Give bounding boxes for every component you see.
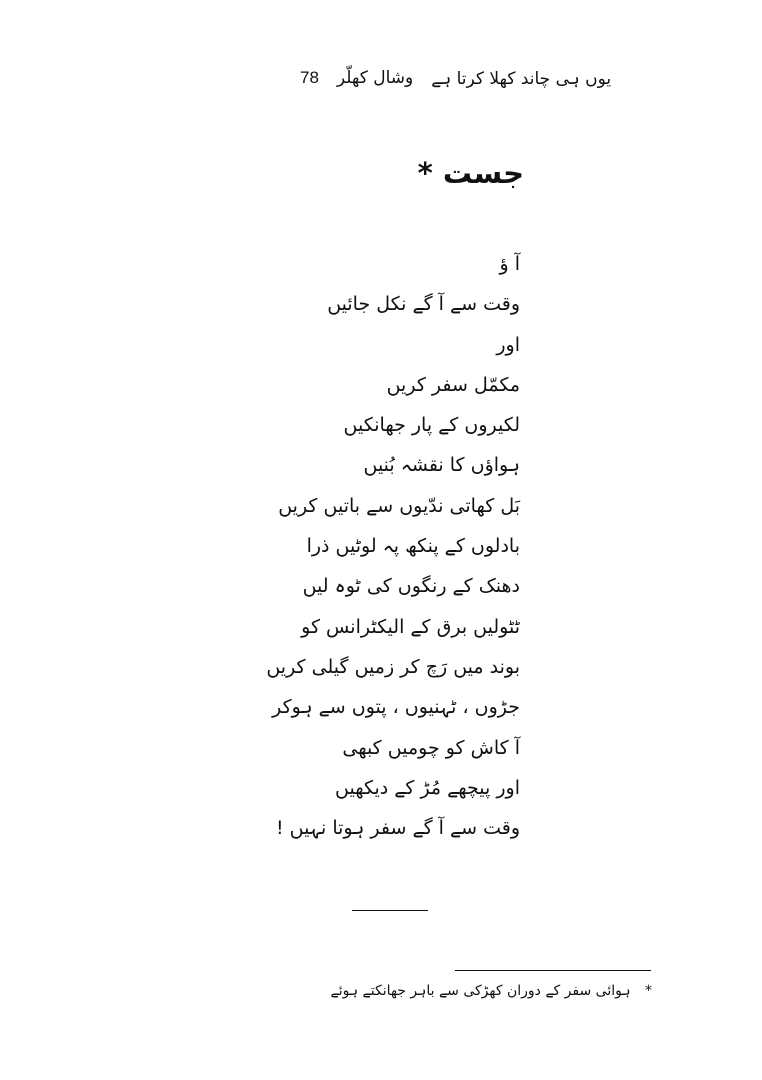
poem-line: اور bbox=[496, 333, 520, 356]
header-book-title: یوں ہی چاند کھلا کرتا ہے bbox=[431, 68, 612, 89]
footnote-rule bbox=[455, 970, 651, 971]
poem-title: جست * bbox=[417, 156, 524, 190]
footnote-text: ہوائی سفر کے دوران کھڑکی سے باہر جھانکتے ہوئے bbox=[330, 983, 631, 999]
poem-line: لکیروں کے پار جھانکیں bbox=[343, 414, 520, 437]
page-number: 78 bbox=[300, 68, 319, 87]
poem-body bbox=[200, 244, 520, 848]
poem-line: ہواؤں کا نقشہ بُنیں bbox=[363, 454, 520, 477]
poem-line: وقت سے آ گے نکل جائیں bbox=[327, 293, 520, 316]
poem-line: آ ؤ bbox=[499, 253, 520, 275]
poem-line: بَل کھاتی ندّیوں سے باتیں کریں bbox=[278, 494, 520, 517]
footnote-marker: * bbox=[645, 983, 652, 999]
poem-line: ٹٹولیں برق کے الیکٹرانس کو bbox=[301, 615, 520, 638]
poem-line: مکمّل سفر کریں bbox=[386, 373, 520, 396]
poem-end-rule bbox=[352, 910, 428, 911]
poem-line: اور پیچھے مُڑ کے دیکھیں bbox=[335, 776, 520, 799]
poem-line: آ کاش کو چومیں کبھی bbox=[342, 736, 520, 759]
header-author: وشال کھلّر bbox=[336, 68, 414, 88]
poem-line: وقت سے آ گے سفر ہوتا نہیں ! bbox=[276, 817, 520, 840]
running-header bbox=[282, 56, 612, 100]
footnote bbox=[330, 983, 652, 999]
poem-line: بادلوں کے پنکھ پہ لوٹیں ذرا bbox=[306, 535, 520, 558]
poem-line: جڑوں ، ٹہنیوں ، پتوں سے ہوکر bbox=[272, 696, 520, 719]
poem-line: بوند میں رَچ کر زمیں گیلی کریں bbox=[266, 655, 520, 678]
poem-line: دھنک کے رنگوں کی ٹوہ لیں bbox=[302, 575, 520, 598]
